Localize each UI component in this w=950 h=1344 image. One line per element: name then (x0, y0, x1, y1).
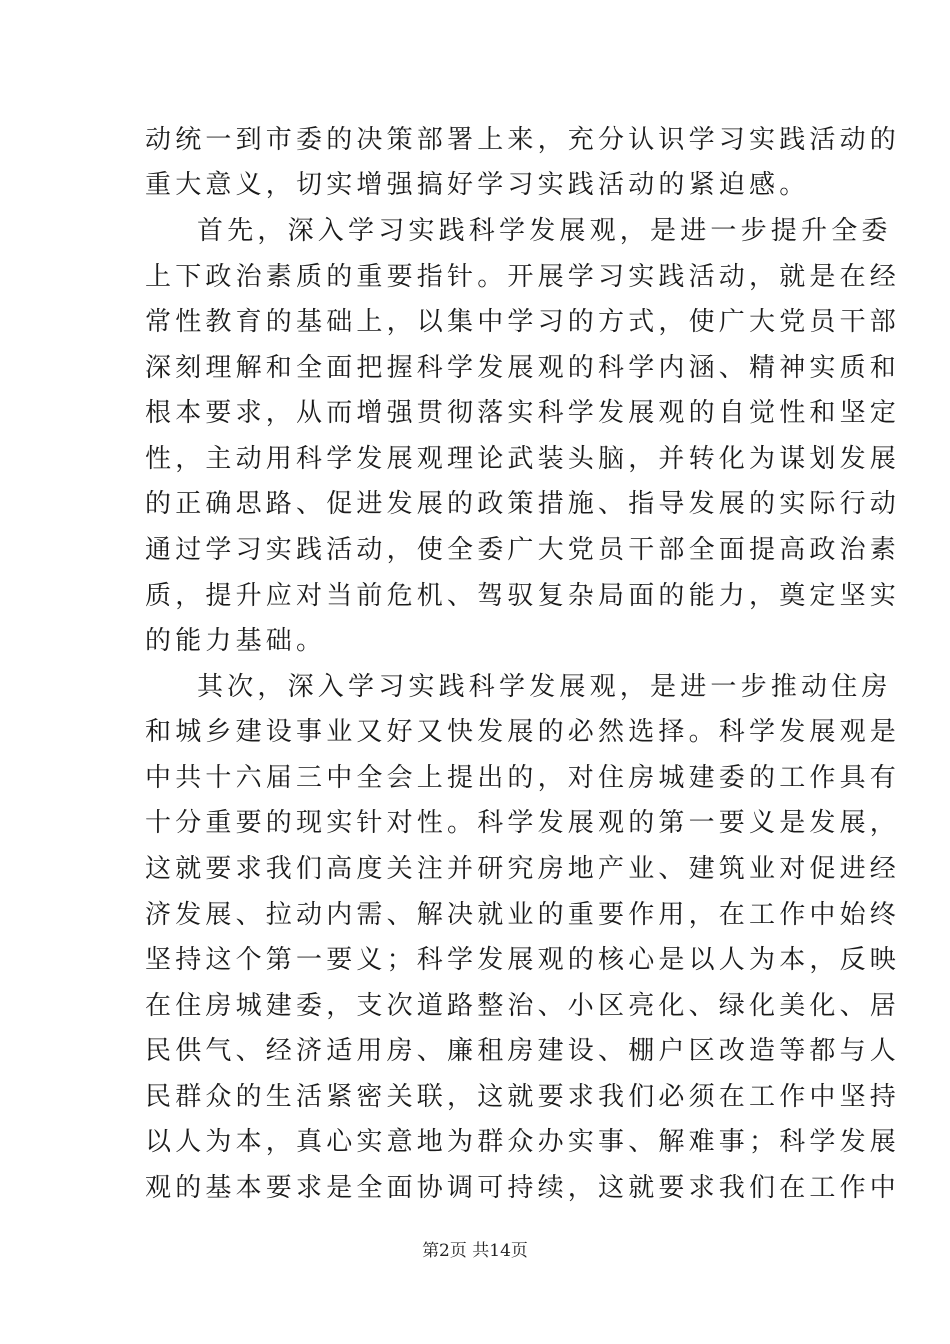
paragraph-first-line: 其次，深入学习实践科学发展观，是进一步推动住房 (197, 672, 892, 702)
text-line: 和城乡建设事业又好又快发展的必然选择。科学发展观是 (145, 717, 901, 747)
text-line: 民供气、经济适用房、廉租房建设、棚户区改造等都与人 (145, 1036, 901, 1066)
page-number-footer: 第2页 共14页 (422, 1241, 528, 1261)
paragraph-first-line: 首先，深入学习实践科学发展观，是进一步提升全委 (197, 216, 892, 246)
text-line: 常性教育的基础上，以集中学习的方式，使广大党员干部 (145, 307, 901, 337)
text-line: 重大意义，切实增强搞好学习实践活动的紧迫感。 (145, 170, 810, 200)
text-line: 上下政治素质的重要指针。开展学习实践活动，就是在经 (145, 262, 901, 292)
text-line: 的能力基础。 (145, 626, 327, 656)
text-line: 坚持这个第一要义；科学发展观的核心是以人为本，反映 (145, 945, 901, 975)
text-line: 民群众的生活紧密关联，这就要求我们必须在工作中坚持 (145, 1082, 901, 1112)
text-line: 这就要求我们高度关注并研究房地产业、建筑业对促进经 (145, 854, 901, 884)
text-line: 性，主动用科学发展观理论武装头脑，并转化为谋划发展 (145, 444, 901, 474)
text-line: 通过学习实践活动，使全委广大党员干部全面提高政治素 (145, 535, 901, 565)
text-line: 以人为本，真心实意地为群众办实事、解难事；科学发展 (145, 1127, 901, 1157)
text-line: 中共十六届三中全会上提出的，对住房城建委的工作具有 (145, 763, 901, 793)
text-line: 质，提升应对当前危机、驾驭复杂局面的能力，奠定坚实 (145, 581, 901, 611)
text-line: 济发展、拉动内需、解决就业的重要作用，在工作中始终 (145, 900, 901, 930)
text-line: 观的基本要求是全面协调可持续，这就要求我们在工作中 (145, 1173, 901, 1203)
text-line: 十分重要的现实针对性。科学发展观的第一要义是发展， (145, 808, 901, 838)
text-line: 动统一到市委的决策部署上来，充分认识学习实践活动的 (145, 125, 901, 155)
text-line: 的正确思路、促进发展的政策措施、指导发展的实际行动 (145, 489, 901, 519)
text-line: 在住房城建委，支次道路整治、小区亮化、绿化美化、居 (145, 991, 901, 1021)
text-line: 深刻理解和全面把握科学发展观的科学内涵、精神实质和 (145, 353, 901, 383)
text-line: 根本要求，从而增强贯彻落实科学发展观的自觉性和坚定 (145, 398, 901, 428)
